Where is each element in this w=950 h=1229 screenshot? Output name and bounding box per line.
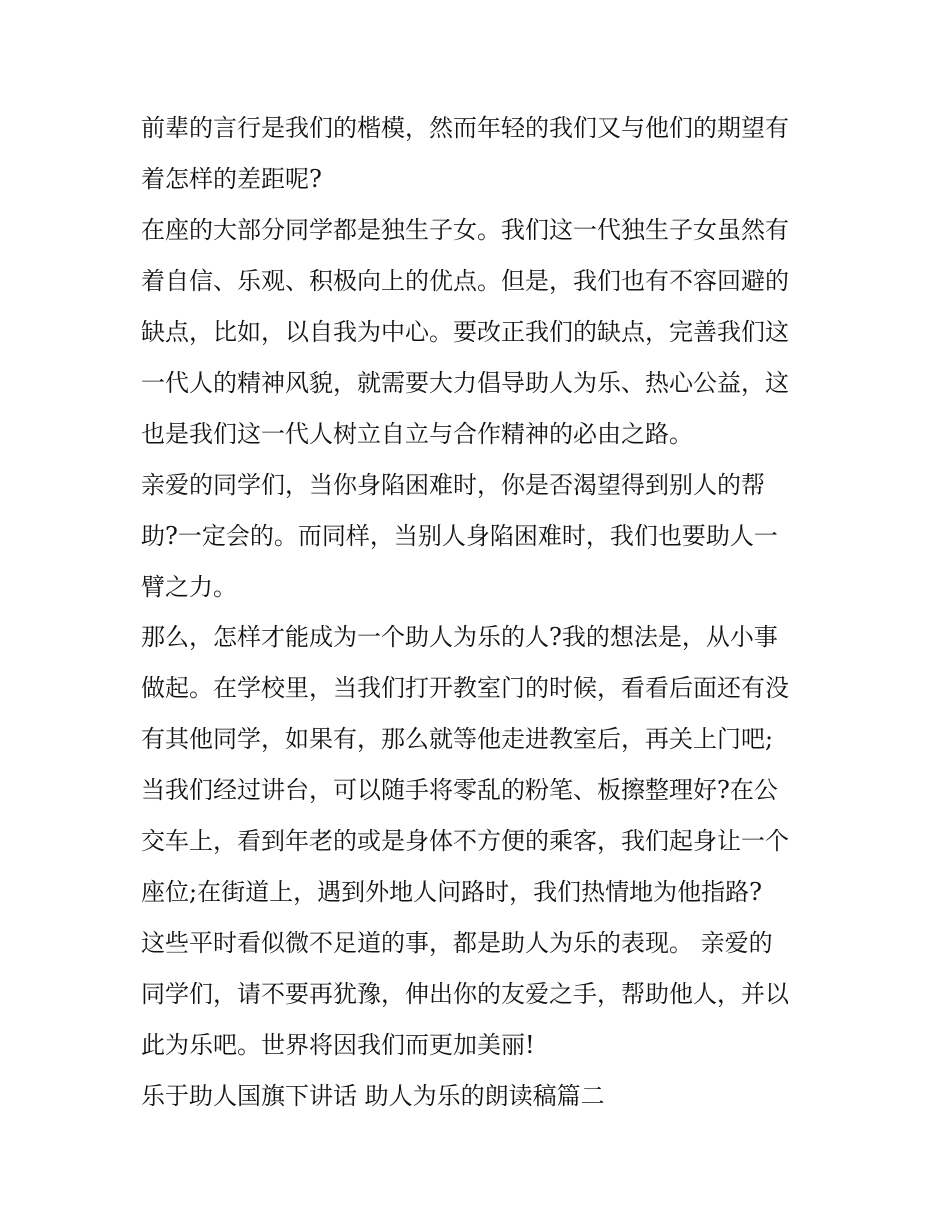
text-line-9: 助?一定会的。而同样，当别人身陷困难时，我们也要助人一 <box>141 522 778 550</box>
text-line-15: 交车上，看到年老的或是身体不方便的乘客，我们起身让一个 <box>141 827 789 855</box>
text-line-18: 同学们，请不要再犹豫，伸出你的友爱之手，帮助他人，并以 <box>141 980 789 1008</box>
text-line-3: 在座的大部分同学都是独生子女。我们这一代独生子女虽然有 <box>141 216 789 244</box>
text-line-5: 缺点，比如，以自我为中心。要改正我们的缺点，完善我们这 <box>141 318 789 346</box>
text-line-8: 亲爱的同学们，当你身陷困难时，你是否渴望得到别人的帮 <box>141 471 765 499</box>
text-line-19: 此为乐吧。世界将因我们而更加美丽! <box>141 1031 535 1059</box>
text-line-2: 着怎样的差距呢? <box>141 165 322 193</box>
text-line-4: 着自信、乐观、积极向上的优点。但是，我们也有不容回避的 <box>141 267 789 295</box>
text-line-6: 一代人的精神风貌，就需要大力倡导助人为乐、热心公益，这 <box>141 369 789 397</box>
text-line-10: 臂之力。 <box>141 573 237 601</box>
text-line-11: 那么，怎样才能成为一个助人为乐的人?我的想法是，从小事 <box>141 623 778 651</box>
text-line-7: 也是我们这一代人树立自立与合作精神的必由之路。 <box>141 420 693 448</box>
text-line-14: 当我们经过讲台，可以随手将零乱的粉笔、板擦整理好?在公 <box>141 776 778 804</box>
section-heading: 乐于助人国旗下讲话 助人为乐的朗读稿篇二 <box>141 1082 605 1110</box>
text-line-13: 有其他同学，如果有，那么就等他走进教室后，再关上门吧; <box>141 725 774 753</box>
text-line-17: 这些平时看似微不足道的事，都是助人为乐的表现。 亲爱的 <box>141 929 773 957</box>
text-line-1: 前辈的言行是我们的楷模，然而年轻的我们又与他们的期望有 <box>141 114 789 142</box>
text-line-12: 做起。在学校里，当我们打开教室门的时候，看看后面还有没 <box>141 674 789 702</box>
text-line-16: 座位;在街道上，遇到外地人问路时，我们热情地为他指路? <box>141 878 762 906</box>
